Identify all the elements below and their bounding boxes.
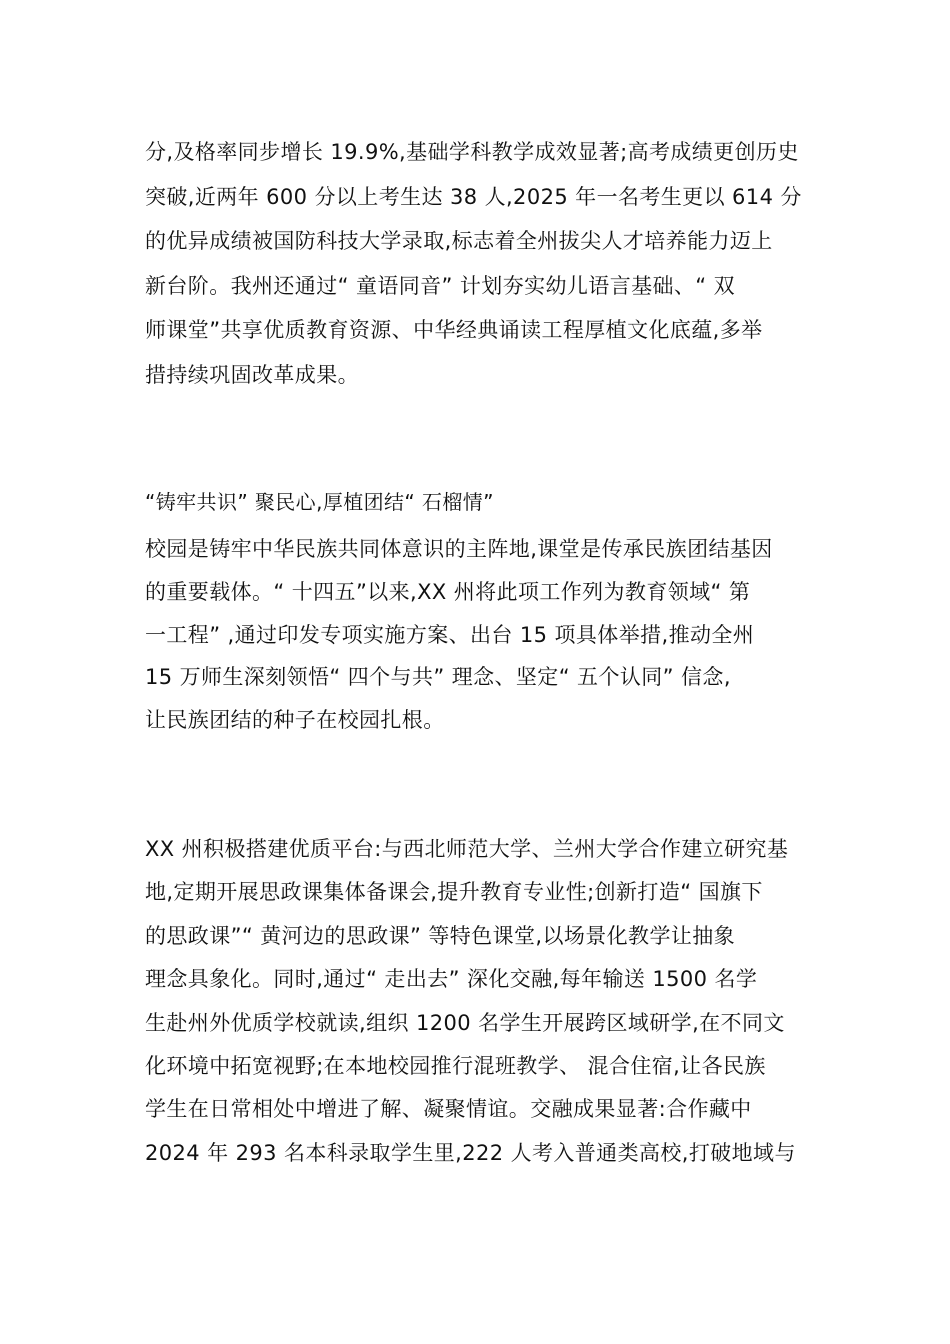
text-line: 分,及格率同步增长 19.9%,基础学科教学成效显著;高考成绩更创历史 — [145, 140, 799, 164]
text-line: 地,定期开展思政课集体备课会,提升教育专业性;创新打造“ 国旗下 — [145, 880, 763, 905]
text-line: XX 州积极搭建优质平台:与西北师范大学、兰州大学合作建立研究基 — [145, 837, 789, 861]
text-line: 15 万师生深刻领悟“ 四个与共” 理念、坚定“ 五个认同” 信念, — [145, 665, 731, 690]
text-line: 校园是铸牢中华民族共同体意识的主阵地,课堂是传承民族团结基因 — [145, 537, 773, 561]
text-line: 措持续巩固改革成果。 — [145, 362, 359, 387]
text-line: 化环境中拓宽视野;在本地校园推行混班教学、 混合住宿,让各民族 — [145, 1053, 766, 1078]
text-line: 的优异成绩被国防科技大学录取,标志着全州拔尖人才培养能力迈上 — [145, 229, 773, 254]
text-line: 让民族团结的种子在校园扎根。 — [145, 708, 445, 733]
text-line: 一工程” ,通过印发专项实施方案、出台 15 项具体举措,推动全州 — [145, 622, 755, 647]
text-line: 学生在日常相处中增进了解、凝聚情谊。交融成果显著:合作藏中 — [145, 1097, 752, 1122]
paragraph-platform-building — [145, 828, 810, 1175]
text-line: 的重要载体。“ 十四五”以来,XX 州将此项工作列为教育领域“ 第 — [145, 579, 751, 604]
section-heading: “铸牢共识” 聚民心,厚植团结“ 石榴情” — [145, 490, 494, 514]
text-line: 理念具象化。同时,通过“ 走出去” 深化交融,每年输送 1500 名学 — [145, 967, 758, 992]
text-line: 的思政课”“ 黄河边的思政课” 等特色课堂,以场景化教学让抽象 — [145, 923, 736, 948]
paragraph-ethnic-unity — [145, 528, 810, 742]
text-line: 突破,近两年 600 分以上考生达 38 人,2025 年一名考生更以 614 分 — [145, 184, 802, 209]
text-line: 师课堂”共享优质教育资源、中华经典诵读工程厚植文化底蕴,多举 — [145, 318, 763, 343]
text-line: 2024 年 293 名本科录取学生里,222 人考入普通类高校,打破地域与 — [145, 1140, 796, 1165]
text-line: 生赴州外优质学校就读,组织 1200 名学生开展跨区域研学,在不同文 — [145, 1010, 785, 1035]
paragraph-education-results — [145, 130, 810, 398]
text-line: 新台阶。我州还通过“ 童语同音” 计划夯实幼儿语言基础、“ 双 — [145, 273, 736, 298]
